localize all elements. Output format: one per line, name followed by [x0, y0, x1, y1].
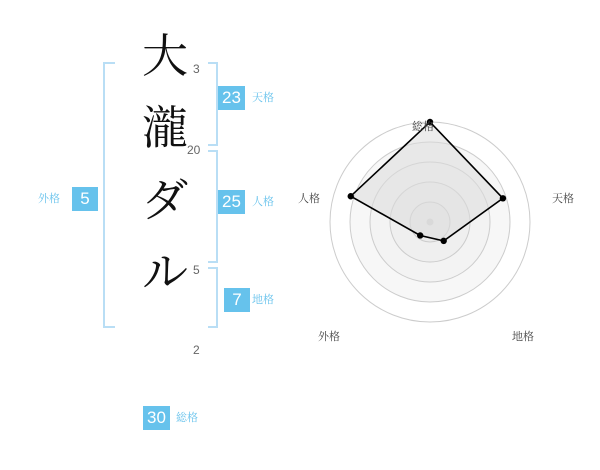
stroke-count-2: 20: [187, 143, 201, 157]
name-characters-column: [130, 20, 200, 308]
tenkaku-label: 天格: [252, 92, 274, 104]
jinkaku-value: 25: [218, 190, 245, 214]
radar-chart: [298, 100, 574, 365]
radar-chart-svg: [300, 100, 560, 360]
name-character: ダ: [142, 173, 188, 227]
axis-label-upper-right: 天格: [552, 193, 574, 205]
jinkaku-bracket: [208, 150, 218, 263]
soukaku-value: 30: [143, 406, 170, 430]
gaikaku-label: 外格: [38, 193, 60, 205]
stroke-count-4: 2: [193, 343, 200, 357]
chikaku-bracket: [208, 267, 218, 328]
stroke-count-1: 3: [193, 62, 200, 76]
gaikaku-value: 5: [72, 187, 98, 211]
axis-label-lower-left: 外格: [318, 331, 340, 343]
name-character: 大: [142, 29, 188, 83]
axis-label-lower-right: 地格: [512, 331, 534, 343]
stroke-count-3: 5: [193, 263, 200, 277]
axis-label-top: 総格: [412, 121, 434, 133]
jinkaku-label: 人格: [252, 196, 274, 208]
chikaku-value: 7: [224, 288, 250, 312]
name-character: ル: [142, 245, 188, 299]
tenkaku-bracket: [208, 62, 218, 146]
gaikaku-bracket: [103, 62, 115, 328]
name-character: 瀧: [142, 101, 188, 155]
soukaku-label: 総格: [176, 412, 198, 424]
chikaku-label: 地格: [252, 294, 274, 306]
tenkaku-value: 23: [218, 86, 245, 110]
axis-label-upper-left: 人格: [298, 193, 320, 205]
